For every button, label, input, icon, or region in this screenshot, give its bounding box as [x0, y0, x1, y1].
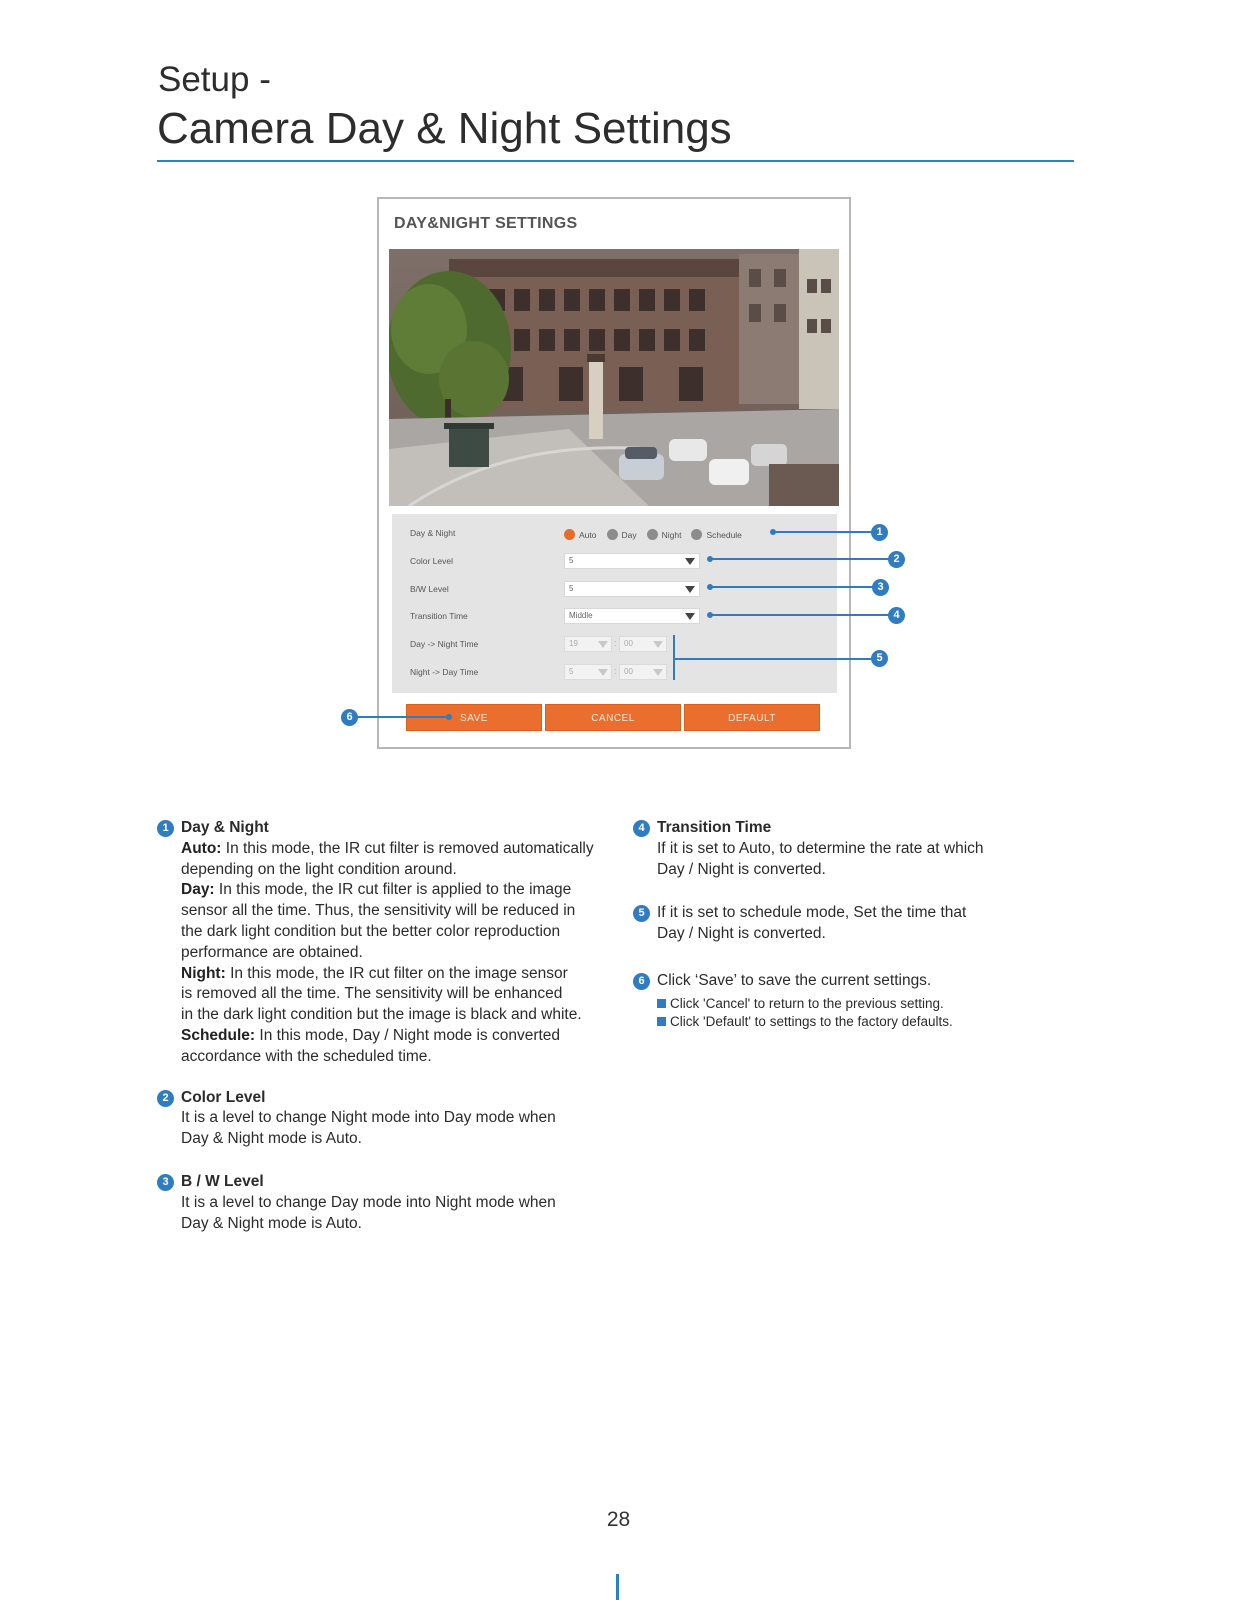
- text-night-b: is removed all the time. The sensitivity will be enhanced: [181, 985, 563, 1003]
- note-bullet-icon: [657, 999, 666, 1008]
- page-number: 28: [606, 1508, 631, 1531]
- bw-level-select[interactable]: [564, 581, 700, 597]
- item-2-line-b: Day & Night mode is Auto.: [181, 1130, 362, 1148]
- night-to-day-minute-select[interactable]: [619, 664, 667, 680]
- item-1-heading: Day & Night: [181, 819, 269, 836]
- chevron-down-icon: [685, 613, 695, 620]
- page-number-bar: [616, 1574, 619, 1600]
- callout-1-badge: 1: [871, 524, 888, 541]
- callout-5-line: [675, 658, 873, 660]
- item-1-night: [181, 964, 607, 985]
- note-default-text: Click 'Default' to settings to the factory defaults.: [670, 1013, 953, 1029]
- day-to-night-label: Day -> Night Time: [410, 639, 479, 649]
- item-4-badge: 4: [633, 820, 650, 837]
- bw-level-value: 5: [569, 584, 574, 593]
- item-1-auto: [181, 839, 607, 860]
- text-night-c: in the dark light condition but the image is black and white.: [181, 1006, 582, 1024]
- night-to-day-hour: 5: [569, 667, 574, 676]
- item-5-badge: 5: [633, 905, 650, 922]
- radio-schedule[interactable]: [691, 529, 702, 540]
- color-level-label: Color Level: [410, 556, 453, 566]
- item-4-line-a: If it is set to Auto, to determine the rate at which: [657, 839, 984, 857]
- day-to-night-hour: 19: [569, 639, 578, 648]
- night-to-day-minute: 00: [624, 667, 633, 676]
- item-6-line-a: Click ‘Save’ to save the current settings.: [657, 971, 932, 989]
- title-underline: [157, 160, 1074, 162]
- chevron-down-icon: [653, 669, 663, 676]
- term-night: Night:: [181, 964, 226, 982]
- chevron-down-icon: [685, 586, 695, 593]
- callout-4-line: [711, 614, 891, 616]
- callout-3-badge: 3: [872, 579, 889, 596]
- item-1-schedule: [181, 1026, 607, 1047]
- item-3-line-b: Day & Night mode is Auto.: [181, 1214, 362, 1232]
- callout-3-line: [711, 586, 875, 588]
- day-night-label: Day & Night: [410, 528, 456, 538]
- item-5-line-a: If it is set to schedule mode, Set the time that: [657, 904, 967, 922]
- panel-title: DAY&NIGHT SETTINGS: [394, 215, 578, 232]
- callout-6-badge: 6: [341, 709, 358, 726]
- callout-6-line: [357, 716, 449, 718]
- term-day: Day:: [181, 881, 215, 899]
- item-schedule: [633, 903, 1053, 945]
- radio-auto[interactable]: [564, 529, 575, 540]
- item-1-day: [181, 880, 607, 901]
- item-3-line-a: It is a level to change Day mode into Night mode when: [181, 1193, 556, 1211]
- transition-time-select[interactable]: [564, 608, 700, 624]
- item-3-badge: 3: [157, 1174, 174, 1191]
- default-button[interactable]: DEFAULT: [684, 704, 820, 731]
- cancel-button[interactable]: CANCEL: [545, 704, 681, 731]
- text-auto-a: In this mode, the IR cut filter is removed automatically: [221, 839, 594, 857]
- callout-6-dot: [446, 714, 452, 720]
- section-label: Setup -: [158, 60, 271, 99]
- page-title: Camera Day & Night Settings: [157, 104, 732, 153]
- item-1-badge: 1: [157, 820, 174, 837]
- color-level-value: 5: [569, 556, 574, 565]
- item-4-heading: Transition Time: [657, 819, 772, 836]
- chevron-down-icon: [653, 641, 663, 648]
- item-bw-level: [157, 1172, 607, 1234]
- day-to-night-hour-select[interactable]: [564, 636, 612, 652]
- item-4-line-b: Day / Night is converted.: [657, 860, 826, 878]
- item-3-heading: B / W Level: [181, 1172, 264, 1190]
- callout-1-line: [774, 531, 874, 533]
- callout-2-line: [711, 558, 891, 560]
- item-save: [633, 971, 1053, 1031]
- text-day-d: performance are obtained.: [181, 943, 363, 961]
- right-column: [633, 818, 1053, 1031]
- text-schedule-a: In this mode, Day / Night mode is converted: [255, 1026, 561, 1044]
- text-day-b: sensor all the time. Thus, the sensitivity will be reduced in: [181, 902, 576, 920]
- camera-preview-image: [389, 249, 839, 506]
- day-to-night-minute: 00: [624, 639, 633, 648]
- item-2-line-a: It is a level to change Night mode into Day mode when: [181, 1109, 556, 1127]
- radio-schedule-label: Schedule: [706, 529, 742, 540]
- left-column: [157, 818, 607, 1234]
- note-cancel-text: Click 'Cancel' to return to the previous setting.: [670, 995, 944, 1011]
- transition-time-value: Middle: [569, 611, 593, 620]
- item-2-badge: 2: [157, 1090, 174, 1107]
- chevron-down-icon: [685, 558, 695, 565]
- chevron-down-icon: [598, 669, 608, 676]
- time-separator: :: [614, 638, 617, 648]
- save-button[interactable]: SAVE: [406, 704, 542, 731]
- radio-night-label: Night: [661, 529, 682, 540]
- item-day-night: [157, 818, 607, 1068]
- radio-day-label: Day: [621, 529, 637, 540]
- item-5-line-b: Day / Night is converted.: [657, 925, 826, 943]
- item-color-level: [157, 1088, 607, 1150]
- chevron-down-icon: [598, 641, 608, 648]
- time-separator: :: [614, 666, 617, 676]
- text-night-a: In this mode, the IR cut filter on the image sensor: [225, 964, 568, 982]
- bw-level-label: B/W Level: [410, 584, 449, 594]
- note-cancel: [657, 995, 1053, 1013]
- text-day-a: In this mode, the IR cut filter is applied to the image: [214, 881, 572, 899]
- item-6-badge: 6: [633, 973, 650, 990]
- callout-2-badge: 2: [888, 551, 905, 568]
- item-transition-time: [633, 818, 1053, 880]
- callout-5-badge: 5: [871, 650, 888, 667]
- item-2-heading: Color Level: [181, 1088, 266, 1106]
- term-auto: Auto:: [181, 839, 222, 857]
- radio-day[interactable]: [607, 529, 618, 540]
- radio-auto-label: Auto: [579, 529, 597, 540]
- day-night-radio-group: [564, 526, 752, 544]
- radio-night[interactable]: [647, 529, 658, 540]
- text-auto-b: depending on the light condition around.: [181, 860, 457, 878]
- text-schedule-b: accordance with the scheduled time.: [181, 1047, 432, 1065]
- note-bullet-icon: [657, 1017, 666, 1026]
- transition-time-label: Transition Time: [410, 611, 468, 621]
- callout-4-badge: 4: [888, 607, 905, 624]
- night-to-day-hour-select[interactable]: [564, 664, 612, 680]
- night-to-day-label: Night -> Day Time: [410, 667, 479, 677]
- text-day-c: the dark light condition but the better color reproduction: [181, 922, 561, 940]
- color-level-select[interactable]: [564, 553, 700, 569]
- day-to-night-minute-select[interactable]: [619, 636, 667, 652]
- note-default: [657, 1013, 1053, 1031]
- term-schedule: Schedule:: [181, 1026, 256, 1044]
